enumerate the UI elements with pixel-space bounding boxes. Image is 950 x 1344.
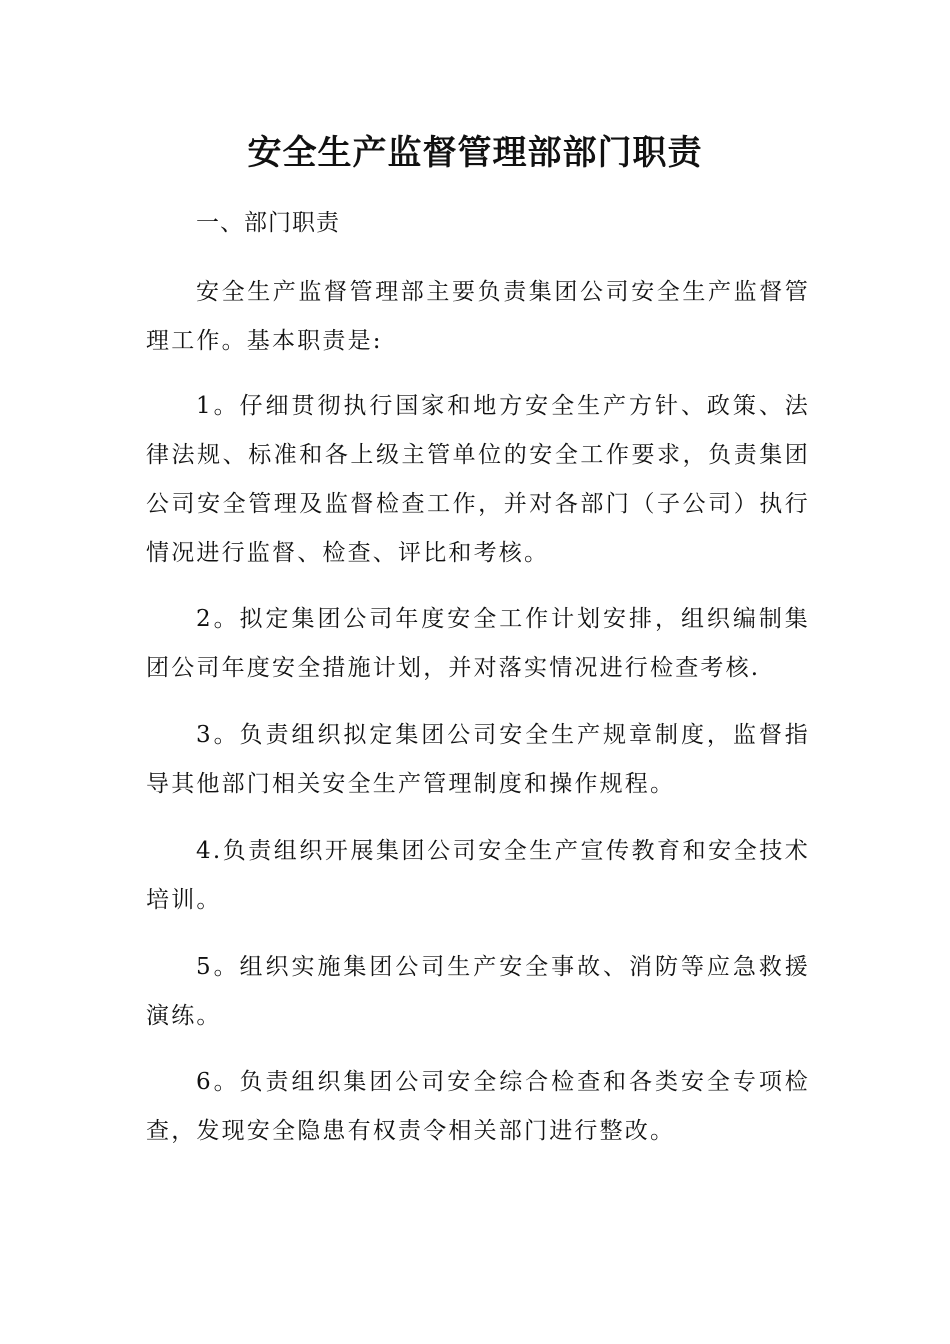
section-heading: 一、部门职责: [196, 210, 340, 236]
duty-item-2: 2。拟定集团公司年度安全工作计划安排，组织编制集团公司年度安全措施计划，并对落实情况进行检查考核.: [146, 606, 810, 681]
duty-item-1: 1。仔细贯彻执行国家和地方安全生产方针、政策、法律法规、标准和各上级主管单位的安全工作要求，负责集团公司安全管理及监督检查工作，并对各部门（子公司）执行情况进行监督、检查、评比和考核。: [146, 393, 810, 566]
duty-item-3: 3。负责组织拟定集团公司安全生产规章制度，监督指导其他部门相关安全生产管理制度和操作规程。: [146, 722, 810, 797]
document-title: 安全生产监督管理部部门职责: [247, 133, 703, 173]
intro-paragraph: 安全生产监督管理部主要负责集团公司安全生产监督管理工作。基本职责是:: [146, 279, 810, 354]
duty-item-6: 6。负责组织集团公司安全综合检查和各类安全专项检查，发现安全隐患有权责令相关部门进行整改。: [146, 1069, 810, 1144]
duty-item-4: 4.负责组织开展集团公司安全生产宣传教育和安全技术培训。: [146, 838, 810, 913]
duty-item-5: 5。组织实施集团公司生产安全事故、消防等应急救援演练。: [146, 954, 810, 1029]
